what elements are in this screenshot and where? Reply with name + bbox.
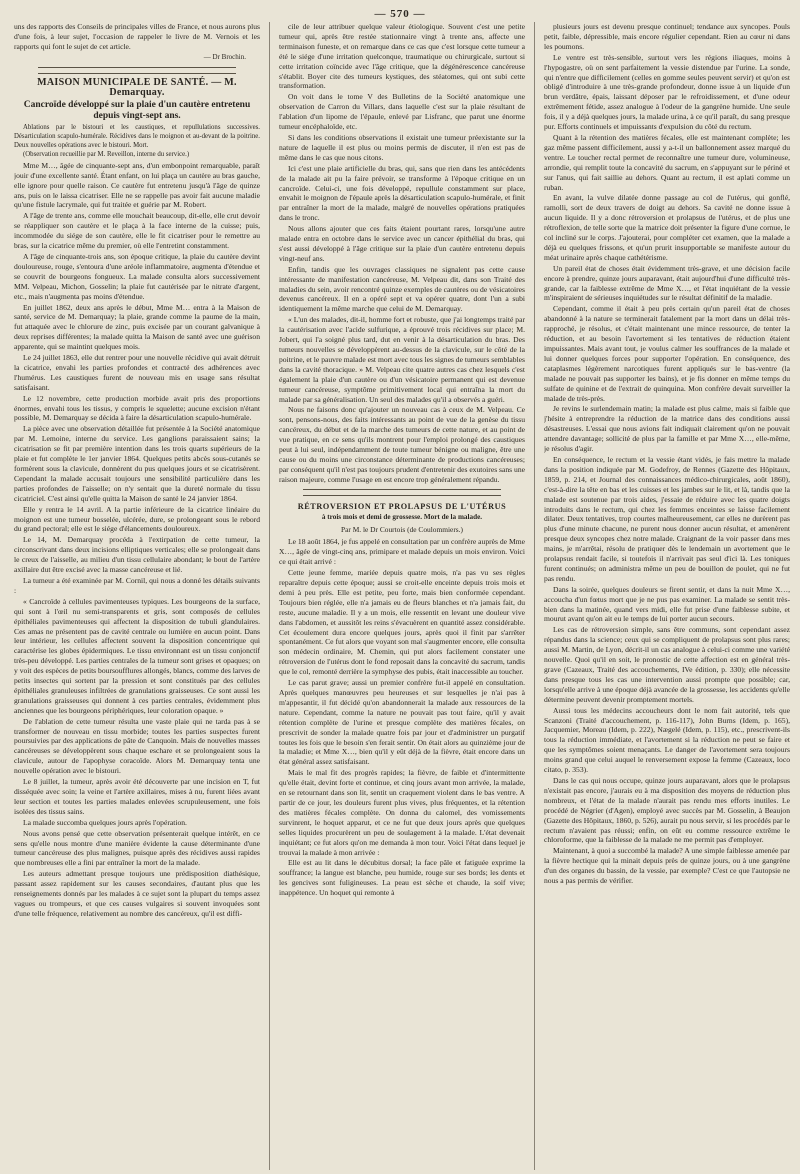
page-number: — 570 — [374, 8, 426, 20]
observation-credit: (Observation recueillie par M. Reveillon, interne du service.) [23, 151, 190, 159]
second-article-heading: RÉTROVERSION ET PROLAPSUS DE L'UTÉRUS [297, 501, 507, 511]
column-1 [14, 22, 260, 1170]
paragraph: Je revins le surlendemain matin; la malade est plus calme, mais si faible que j'hésite à entreprendre la réduction de la matrice dans des conditions aussi désastreuses. L'essai que nous avions fait indiquait clairement qu'on ne pouvait attendre davantage; sollicité de plus par la famille et par Mme X…, elle-même, je résolus d'agir. [544, 404, 790, 454]
paragraph: Les auteurs admettant presque toujours une prédisposition diathésique, passant assez rapidement sur les causes secondaires, d'autant plus que les renseignements donnés par les malades à ce sujet sont la plupart du temps assez vagues ou trompeurs, et que ces causes vulgaires si souvent invoquées sont d'une telle fréquence, relativement au nombre des cancéreux, qu'il est diffi- [14, 869, 260, 918]
paragraph: A l'âge de cinquante-trois ans, son époque critique, la plaie du cautère devint douloureuse, rouge, s'entoura d'une aréole inflammatoire, augmenta d'étendue et se couvrit de bourgeons fongueux. La malade consulta alors successivement MM. Velpeau, Michon, Gosselin; la plaie fut cautérisée par le nitrate d'argent, etc., mais n'augmenta pas moins d'étendue. [14, 251, 260, 301]
paragraph: En avant, la vulve dilatée donne passage au col de l'utérus, qui gonflé, ramolli, sort de deux travers de doigt au dehors. Sa cavité ne donne issue à aucun liquide. Il y a donc rétroversion et prolapsus de l'utérus, et de plus une rétroflexion, de telle sorte que la matrice doit présenter la figure d'une cornue, le col incliné sur le corps. J'ajouterai, pour compléter cet examen, que la malade a déjà eu quelques frissons, et qu'un prurit insupportable se manifeste autour du méat urinaire après chaque cathétérisme. [544, 193, 790, 262]
article-summary: Ablations par le bistouri et les caustiques, et repullulations successives. Désarticulation scapulo-humérale. Récidives dans le moignon et au-devant de la poitrine. Deux nouvelles opérations avec le bistouri. Mort. [14, 124, 260, 149]
paragraph: Le 24 juillet 1863, elle dut rentrer pour une nouvelle récidive qui avait détruit la cicatrice, envahi les parties profondes et contracté des adhérences avec l'humérus. Les caustiques furent de nouveau mis en usage sans résultat satisfaisant. [14, 353, 260, 392]
column-3 [544, 22, 790, 1170]
paragraph: Le 12 novembre, cette production morbide avait pris des proportions énormes, envahi tous les tissus, y compris le squelette; aucune excision n'étant possible, M. Demarquay se décida à faire la désarticulation scapulo-humérale. [14, 393, 260, 423]
paragraph: Le ventre est très-sensible, surtout vers les régions iliaques, moins à l'hypogastre, où on sent parfaitement la vessie distendue par l'urine. La sonde, qui n'entre que difficilement (celles en gomme seules peuvent servir) et qu'on est obligé d'introduire à une très-grande profondeur, donne issue à un liquide d'un brun verdâtre, épais, laissant déposer par le refroidissement, et d'une odeur extrêmement fétide, assez analogue à l'odeur de la gangrène humide. Une seule fois, il y a déjà quelques jours, la malade urina, à ce qu'il paraît, du sang presque pur. Efforts continuels et impuissants d'expulsion du côté du rectum. [544, 52, 790, 132]
paragraph: Elle y rentra le 14 avril. A la partie inférieure de la cicatrice linéaire du moignon est une tumeur bosselée, ulcérée, dure, se prolongeant sous le rebord du grand pectoral; elle est le siége d'élancements douloureux. [14, 504, 260, 534]
paragraph: Cette jeune femme, mariée depuis quatre mois, n'a pas vu ses règles reparaître depuis cette époque; aussi se croit-elle enceinte depuis trois mois et demi à peu près. Elle est petite, peu forte, mais bien conformée cependant. Toujours bien réglée, elle n'a jamais eu de fleurs blanches et n'a jamais fait, du reste, aucune maladie. Il y a un mois, elle ressentit en levant une douleur vive dans l'abdomen, et aussitôt les reins s'évacuèrent en quantité assez considérable. Cet écoulement dura encore quelques jours, après quoi il finit par s'arrêter spontanément. Ce fut alors que voyant son mal s'augmenter encore, elle consulta son médecin ordinaire, M. Chemin, qui put alors facilement constater une rétroversion de l'utérus dont le fond reposait dans la concavité du sacrum, tandis que le col, remonté derrière la symphyse des pubis, était inaccessible au toucher. [279, 568, 525, 677]
paragraph: Le 14, M. Demarquay procéda à l'extirpation de cette tumeur, la circonscrivant dans deux incisions elliptiques verticales; elle se prolongeait dans le creux de l'aisselle, au milieu d'un tissu cellulaire abondant; le bout de l'artère axillaire dut être excisé avec la masse cancéreuse et lié. [14, 535, 260, 575]
paragraph: La tumeur a été examinée par M. Cornil, qui nous a donné les détails suivants : [14, 575, 260, 595]
article-subheading: Cancroïde développé sur la plaie d'un cautère entretenu depuis vingt-sept ans. [23, 100, 251, 122]
paragraph: Maintenant, à quoi a succombé la malade? A une simple faiblesse amenée par la fièvre hectique qui la minait depuis près de quinze jours, ou à une gangrène d'un des organes du bassin, de la vessie, par exemple? C'est ce que l'autopsie ne nous a pas permis de vérifier. [544, 846, 790, 886]
paragraph: Nous ne faisons donc qu'ajouter un nouveau cas à ceux de M. Velpeau. Ce sont, pensons-nous, des faits intéressants au point de vue de la genèse du tissu cancéreux, du début et de la marche des tumeurs de cette nature, et au point de vue pratique, en ce sens qu'ils montrent pour l'emploi prolongé des caustiques peut à lui seul, indépendamment de toute tumeur bénigne ou maligne, être une cause ou du moins une circonstance déterminante de productions cancéreuses; par conséquent qu'il n'est pas toujours prudent d'entretenir des exutoires sans une raison majeure, comme l'usage en est encore trop généralement répandu. [279, 405, 525, 484]
column-separator [269, 22, 270, 1170]
column-separator [534, 22, 535, 1170]
intro-signature: — Dr Brochin. [203, 52, 246, 61]
paragraph: Nous allons ajouter que ces faits étaient pourtant rares, lorsqu'une autre malade entra en octobre dans le service avec un cancer épithélial du bras, qui s'est aussi développé à l'âge critique sur la plaie d'un cautère entretenu depuis vingt-neuf ans. [279, 224, 525, 263]
paragraph: Nous avons pensé que cette observation présenterait quelque intérêt, en ce sens qu'elle nous montre d'une manière évidente la cause déterminante d'une tumeur cancéreuse des plus malignes, puisque après des récidives aussi rapides que nombreuses elle a fini par entraîner la mort de la malade. [14, 828, 260, 868]
paragraph: En juillet 1862, deux ans après le début, Mme M… entra à la Maison de santé, service de M. Demarquay; la plaie, grande comme la paume de la main, fut attaquée avec le chlorure de zinc, puis excisée par un courant galvanique à deux reprises différentes; la malade quitta la Maison de santé avec une guérison apparente, qui se maintint quelques mois. [14, 302, 260, 352]
paragraph: La malade succomba quelques jours après l'opération. [23, 817, 187, 827]
paragraph: « L'un des malades, dit-il, homme fort et robuste, que j'ai longtemps traité par la cautérisation avec l'acide sulfurique, a éprouvé trois récidives sur place; M. Jobert, qui l'a soigné plus tard, dut en venir à la désarticulation du bras. Des tumeurs nouvelles se développèrent au-dessus de la clavicule, sur le côté de la poitrine, et le pauvre malade est mort avec tous les signes de tumeurs semblables dans la cavité thoracique. » M. Velpeau cite quatre autres cas chez lesquels c'est également la plaie d'un cautère ou d'un vésicatoire permanent qui est devenue tumeur cancéreuse, symptôme primitivement local qui entraîna la mort du malade par sa généralisation. Un seul des malades qu'il a observés a guéri. [279, 315, 525, 404]
paragraph: Le 8 juillet, la tumeur, après avoir été découverte par une incision en T, fut disséquée avec soin; la veine et l'artère axillaires, mises à nu, furent liées avant leur section et toutes les parties malades enlevées scrupuleusement, une fois isolées des tissus sains. [14, 777, 260, 816]
paragraph: Le 18 août 1864, je fus appelé en consultation par un confrère auprès de Mme X…, âgée de vingt-cinq ans, primipare et malade depuis un mois environ. Voici ce qui était arrivé : [279, 537, 525, 567]
paragraph: cile de leur attribuer quelque valeur étiologique. Souvent c'est une petite tumeur qui, après être restée stationnaire vingt à trente ans, affecte une terminaison funeste, et on remarque dans ce cas que c'est lorsque cette tumeur a été le siége d'une irritation quelconque, traumatique ou chirurgicale, surtout si cette irritation coïncide avec l'âge critique, que la dégénérescence cancéreuse s'établit. Boyer cite des tumeurs kystiques, des stéatomes, qui ont subi cette transformation. [279, 22, 525, 91]
column-1-body [14, 161, 260, 919]
paragraph: Quant à la rétention des matières fécales, elle est maintenant complète; les gaz même passent difficilement, aussi y a-t-il un ballonnement assez marqué du ventre. Le toucher rectal permet de reconnaître une tumeur dure, volumineuse, arrondie, qui remplit toute la concavité du sacrum, en s'appuyant sur le périné et sur l'anus, qui fait saillie au dehors. Quant au rectum, il est aplati comme un ruban. [544, 132, 790, 192]
paragraph: La pièce avec une observation détaillée fut présentée à la Société anatomique par M. Lemoine, interne du service. Les ganglions paraissaient sains; la cicatrisation se fit par première intention dans les trois quarts supérieurs de la plaie et fut complète le 1er janvier 1864. Quelques petits abcès sous-cutanés se formèrent sous la clavicule, donnèrent du pus quelques jours et se cicatrisèrent. Cependant la malade accusait toujours une sensibilité particulière dans les parties profondes de l'aisselle; on n'y sentait que la dureté normale du tissu cicatriciel. C'est ainsi qu'elle quitta la Maison de santé le 24 janvier 1864. [14, 424, 260, 503]
paragraph: plusieurs jours est devenu presque continuel; tendance aux syncopes. Pouls petit, faible, dépressible, mais encore régulier cependant. Rien au cœur ni dans les poumons. [544, 22, 790, 51]
paragraph: Aussi tous les médecins accoucheurs dont le nom fait autorité, tels que Scanzoni (Traité d'accouchement, p. 116-117), John Burns (Idem, p. 165), Jacquemier, Moreau (Idem, p. 222), Nægelé (Idem, p. 115), etc., prescrivent-ils tous la réduction immédiate, et l'avortement si la réduction ne peut se faire et que les symptômes soient menaçants. Le danger de l'avortement sera toujours moins grand que celui auquel le renversement expose la femme (Cazeaux, loco citato, p. 353). [544, 705, 790, 775]
paragraph: Dans la soirée, quelques douleurs se firent sentir, et dans la nuit Mme X…, accoucha d'un fœtus mort que je ne pus pas examiner. La malade se sentit très-bien dans la matinée, quand vers midi, elle fut prise d'une faiblesse subite, et mourut avant qu'on ait eu le temps de lui porter aucun secours. [544, 584, 790, 624]
paragraph: On voit dans le tome V des Bulletins de la Société anatomique une observation de Carron du Villars, dans laquelle c'est sur la plaie résultant de l'ablation d'un lipome de l'épaule, enlevé par Lisfranc, que parut une énorme tumeur encéphaloïde, etc. [279, 92, 525, 132]
column-2 [279, 22, 525, 1170]
second-article-byline: Par M. le Dr Courtois (de Coulommiers.) [341, 524, 463, 534]
paragraph: Ici c'est une plaie artificielle du bras, qui, sans que rien dans les antécédents de la malade ait pu la faire prévoir, se transforme à l'époque critique en un cancroïde. Celui-ci, une fois développé, repullule constamment sur place, envahit le moignon de l'épaule après la désarticulation scapulo-humérale, et finit par entraîner la mort de la malade, malgré de nouvelles opérations pratiquées dans le tronc. [279, 163, 525, 223]
paragraph: Le cas parut grave; aussi un premier confrère fut-il appelé en consultation. Après quelques manœuvres peu heureuses et sur lesquelles je n'ai pas à m'appesantir, il fut décidé qu'on abandonnerait la malade aux ressources de la nature. Cependant, comme la nature ne pouvait pas tout faire, qu'il y avait rétention complète de l'urine et presque complète des matières fécales, on prescrivit de sonder la malade quatre fois par jour et d'administrer un purgatif toutes les fois que le besoin s'en ferait sentir. On était alors au quinzième jour de la maladie; et Mme X…, bien qu'il y eût déjà de la fièvre, était encore dans un état général assez satisfaisant. [279, 678, 525, 767]
section-divider [38, 67, 236, 74]
section-divider [303, 489, 501, 496]
second-article-subheading: à trois mois et demi de grossesse. Mort de la malade. [321, 512, 483, 521]
paragraph: Un pareil état de choses était évidemment très-grave, et une décision facile encore à prendre, quinze jours auparavant, était aujourd'hui d'une difficulté très-grande, car la faiblesse extrême de Mme X…, et l'état inquiétant de la vessie m'inspiraient de sérieuses inquiétudes sur le résultat définitif de la maladie. [544, 263, 790, 303]
column-3-body [544, 22, 790, 886]
column-2-body [279, 22, 525, 485]
column-2-body-second [279, 537, 525, 898]
paragraph: « Cancroïde à cellules pavimenteuses typiques. Les bourgeons de la surface, qui sont à l'œil nu semi-transparents et gris, sont composés de cellules épithéliales pavimenteuses qui affectent la disposition de tubuli glandulaires. Ces amas ne présentent pas de cavité centrale ou lumière en aucun point. Dans leur intérieur, les cellules affectent souvent la disposition concentrique qui caractérise les globes épidermiques. Le tissu environnant est un tissu conjonctif très-peu développé. Les parties centrales de la tumeur sont grises et opaques; on y voit des espèces de petits boursoufflures allongés, blancs, comme des larves de petits insectes qui sortent par la pression et sont constitués par des cellules épithéliales granuleuses infiltrées de granulations graisseuses. Ce sont aussi les granulations graisseuses qui donnent à ces parties centrales, évidemment plus anciennes que les bourgeons périphériques, leur coloration opaque. » [14, 596, 260, 715]
paragraph: Enfin, tandis que les ouvrages classiques ne signalent pas cette cause intéressante de manifestation cancéreuse, M. Velpeau dit, dans son Traité des maladies du sein, avoir rencontré quinze exemples de cautères ou de vésicatoires devenus cancéreux. Il en a opéré sept et va opérer quatre, dont l'un a subi identiquement la même marche que celui de M. Demarquay. [279, 264, 525, 314]
paragraph: Si dans les conditions observations il existait une tumeur préexistante sur la nature de laquelle il est plus ou moins permis de discuter, il n'en est pas de même dans le cas que nous citons. [279, 132, 525, 162]
columns [14, 22, 790, 1170]
paragraph: De l'ablation de cette tumeur résulta une vaste plaie qui ne tarda pas à se transformer de nouveau en tissu morbide; toutes les parties suspectes furent poursuivies par des applications de pâte de Canquoin. Mais de nouvelles masses cancéreuses se développèrent sous chaque eschare et se prolongeaient sous la clavicule, autour de l'apophyse coracoïde. Alors M. Demarquay tenta une nouvelle opération avec le bistouri. [14, 716, 260, 776]
article-heading: MAISON MUNICIPALE DE SANTÉ. — M. Demarquay. [37, 76, 237, 98]
paragraph: A l'âge de trente ans, comme elle mouchait beaucoup, dit-elle, elle crut devoir se réappliquer son cautère et le plaça à la face interne de la cuisse; puis, incommodée du siége de son cautère, elle le fit cicatriser pour le remettre au bras, sur la cicatrice même du premier, où elle l'entretint constamment. [14, 211, 260, 251]
paragraph: Dans le cas qui nous occupe, quinze jours auparavant, alors que le prolapsus n'existait pas encore, j'aurais eu à ma disposition des moyens de réduction plus nombreux, et l'état de la malade n'aurait pas rendu mes efforts inutiles. Le procédé de Négrier (d'Agen), employé avec succès par M. Gosselin, à Beaujon (Gazette des Hôpitaux, 1860, p. 526), aurait pu nous servir, si les procédés par le rectum n'avaient pas réussi; enfin, on eût eu comme ressource extrême le chloroforme, que la faiblesse de la malade ne me permit pas d'employer. [544, 775, 790, 845]
paragraph: Mais le mal fit des progrès rapides; la fièvre, de faible et d'intermittente qu'elle était, devint forte et continue, et cinq jours avant mon arrivée, la malade, en se retournant dans son lit, sentit un craquement violent dans le bas ventre. A partir de ce jour, les douleurs furent plus vives, plus fréquentes, et la rétention des matières fécales complète. On donna du calomel, des vomissements survinrent, le hoquet apparut, et ce ne fut que deux jours après que quelques selles liquides procurèrent un peu de soulagement à la malade. L'état devenait inquiétant; ce fut alors qu'on me demanda à mon tour. Voici l'état dans lequel je trouvai la malade à mon arrivée : [279, 768, 525, 857]
paragraph: En conséquence, le rectum et la vessie étant vidés, je fais mettre la malade dans la position indiquée par M. Godefroy, de Rennes (Gazette des Hôpitaux, 1859, p. 214, et Journal des connaissances médico-chirurgicales, août 1860), c'est-à-dire la tête en bas et les cuisses et les jambes sur le lit, et là, tandis que la malade est soutenue par trois aides, j'essaie de réduire avec les quatre doigts introduits dans le rectum, qui chez les femmes enceintes se laisse facilement dilater. Deux tentatives, trop courtes malheureusement, car elles ne durèrent pas plus d'une minute chacune, ne purent nous donner aucun résultat, et amenèrent presque deux syncopes chez notre malade. Craignant de la voir passer dans mes mains, je m'arrêtai, résolu de pratiquer dès le lendemain un avortement que le prolapsus rendait facile, si toutefois il n'arrivait pas seul d'ici là. Les toniques furent continués; on administra même un peu de bouillon de poulet, qui ne fut pas rendu. [544, 454, 790, 583]
paragraph: Elle est au lit dans le décubitus dorsal; la face pâle et fatiguée exprime la souffrance; la langue est blanche, peu humide, rouge sur ses bords; les dents et les gencives sont fuligineuses. La peau est sèche et chaude, la soif vive; inappétence. Un hoquet qui remonte à [279, 858, 525, 898]
paragraph: Mme M…, âgée de cinquante-sept ans, d'un embonpoint remarquable, paraît jouir d'une excellente santé. Étant enfant, on lui plaça un cautère au bras gauche, elle ignore pour quelle raison. Ce cautère fut entretenu jusqu'à l'âge de quinze ans, puis on le laissa cicatriser. Elle ne se rappelle pas avoir fait aucune maladie qu'une fistule lacrymale, qui fut traitée et guérie par M. Robert. [14, 160, 260, 210]
paragraph: Les cas de rétroversion simple, sans être communs, sont cependant assez répandus dans la science; ceux qui se compliquent de prolapsus sont plus rares; aussi M. Martin, de Lyon, décrit-il un cas analogue à celui-ci comme une variété nouvelle. Quoi qu'il en soit, le pronostic de cette affection est en général très-grave (Cazeaux, Traité des accouchements, IVe édition, p. 330); elle nécessite dans presque tous les cas une intervention aussi prompte que possible; car, lorsqu'elle arrive à une époque déjà avancée de la grossesse, les accidents qu'elle détermine peuvent devenir promptement mortels. [544, 625, 790, 704]
paragraph: Cependant, comme il était à peu près certain qu'un pareil état de choses abandonné à la nature se terminerait fatalement par la mort dans un délai très-rapproché, je résolus, et c'était maintenant une mince ressource, de tenter la réduction, et au besoin l'avortement si les tentatives de réduction étaient impuissantes. Mais avant tout, je voulus calmer les souffrances de la malade et lui donner quelques forces pour supporter l'opération. En conséquence, des cataplasmes légèrement narcotiques furent appliqués sur le bas-ventre (la malade ne pouvait pas supporter les bains), et je fis donner en même temps du sulfate de quinine et de l'extrait de quinquina. Mon confrère devait surveiller la malade de très-près. [544, 304, 790, 403]
intro-paragraph: uns des rapports des Conseils de principales villes de France, et nous aurons plus d'une fois, à leur sujet, l'occasion de rappeler le livre de M. Vernois et les rapports qui font le sujet de cet article. [14, 22, 260, 51]
